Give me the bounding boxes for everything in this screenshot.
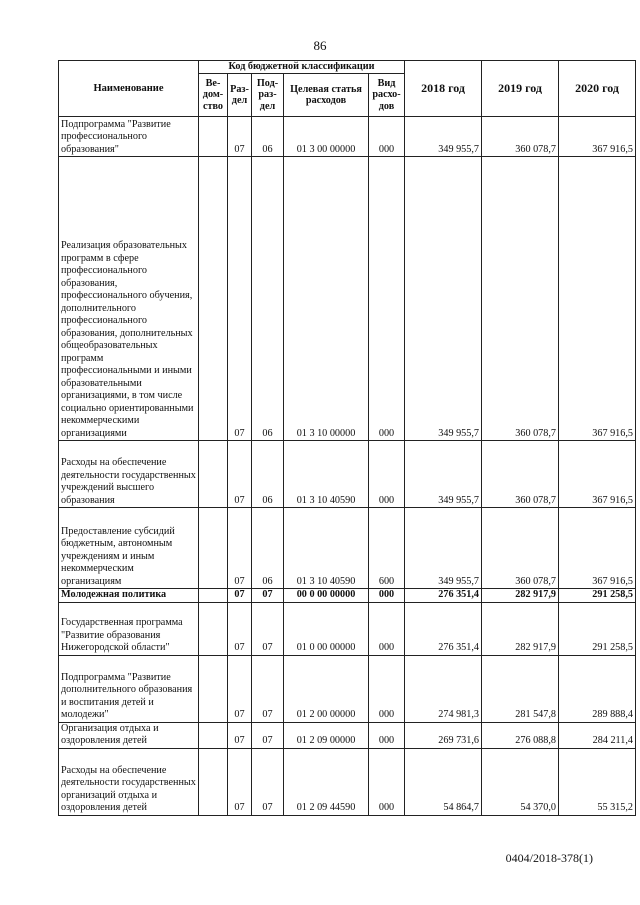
vid-cell: 000 <box>369 117 405 157</box>
header-year-2019: 2019 год <box>482 61 559 117</box>
amount-2020-cell: 367 916,5 <box>559 157 636 441</box>
budget-table <box>58 60 636 816</box>
target-code-cell: 01 2 09 44590 <box>284 748 369 815</box>
table-row <box>59 602 636 655</box>
vid-cell: 000 <box>369 748 405 815</box>
amount-2019-cell: 281 547,8 <box>482 655 559 722</box>
vid-cell: 000 <box>369 655 405 722</box>
vedomstvo-cell <box>199 508 228 589</box>
header-vid: Вид расхо-дов <box>369 74 405 117</box>
amount-2018-cell: 349 955,7 <box>405 157 482 441</box>
table-row <box>59 748 636 815</box>
header-year-2020: 2020 год <box>559 61 636 117</box>
razdel-cell: 07 <box>228 117 252 157</box>
vedomstvo-cell <box>199 589 228 603</box>
target-code-cell: 01 3 10 40590 <box>284 508 369 589</box>
vid-cell: 000 <box>369 441 405 508</box>
table-row <box>59 117 636 157</box>
amount-2019-cell: 282 917,9 <box>482 589 559 603</box>
razdel-cell: 07 <box>228 441 252 508</box>
amount-2018-cell: 54 864,7 <box>405 748 482 815</box>
vid-cell: 000 <box>369 602 405 655</box>
vid-cell: 000 <box>369 157 405 441</box>
amount-2019-cell: 276 088,8 <box>482 722 559 748</box>
row-name-cell: Организация отдыха и оздоровления детей <box>59 722 199 748</box>
razdel-cell: 07 <box>228 602 252 655</box>
target-code-cell: 01 3 10 00000 <box>284 157 369 441</box>
header-podrazdel: Под-раз-дел <box>252 74 284 117</box>
target-code-cell: 00 0 00 00000 <box>284 589 369 603</box>
vedomstvo-cell <box>199 117 228 157</box>
amount-2018-cell: 269 731,6 <box>405 722 482 748</box>
table-header <box>59 61 636 117</box>
podrazdel-cell: 07 <box>252 748 284 815</box>
amount-2018-cell: 276 351,4 <box>405 589 482 603</box>
vid-cell: 600 <box>369 508 405 589</box>
razdel-cell: 07 <box>228 722 252 748</box>
header-celevaya: Целевая статья расходов <box>284 74 369 117</box>
razdel-cell: 07 <box>228 157 252 441</box>
target-code-cell: 01 2 00 00000 <box>284 655 369 722</box>
razdel-cell: 07 <box>228 748 252 815</box>
amount-2018-cell: 349 955,7 <box>405 441 482 508</box>
amount-2019-cell: 360 078,7 <box>482 441 559 508</box>
amount-2020-cell: 367 916,5 <box>559 508 636 589</box>
amount-2020-cell: 289 888,4 <box>559 655 636 722</box>
podrazdel-cell: 06 <box>252 508 284 589</box>
target-code-cell: 01 3 00 00000 <box>284 117 369 157</box>
podrazdel-cell: 07 <box>252 602 284 655</box>
row-name-cell: Реализация образовательных программ в сфере профессионального образования, профессионального обучения, дополнительного профессионального образования, дополнительных общеобразовательных программ профессиональными и иными образовательными организациями, в том числе социально ориентированными некоммерческими организациями <box>59 157 199 441</box>
table-row <box>59 722 636 748</box>
header-razdel: Раз-дел <box>228 74 252 117</box>
table-row <box>59 508 636 589</box>
amount-2020-cell: 291 258,5 <box>559 589 636 603</box>
header-kbk-group: Код бюджетной классификации <box>199 61 405 74</box>
document-code: 0404/2018-378(1) <box>505 851 593 865</box>
table-row <box>59 441 636 508</box>
row-name-cell: Подпрограмма "Развитие профессионального образования" <box>59 117 199 157</box>
target-code-cell: 01 2 09 00000 <box>284 722 369 748</box>
podrazdel-cell: 07 <box>252 589 284 603</box>
row-name-cell: Подпрограмма "Развитие дополнительного образования и воспитания детей и молодежи" <box>59 655 199 722</box>
podrazdel-cell: 07 <box>252 722 284 748</box>
amount-2019-cell: 360 078,7 <box>482 508 559 589</box>
amount-2020-cell: 284 211,4 <box>559 722 636 748</box>
amount-2020-cell: 55 315,2 <box>559 748 636 815</box>
amount-2018-cell: 274 981,3 <box>405 655 482 722</box>
vedomstvo-cell <box>199 602 228 655</box>
amount-2019-cell: 282 917,9 <box>482 602 559 655</box>
amount-2020-cell: 367 916,5 <box>559 441 636 508</box>
target-code-cell: 01 0 00 00000 <box>284 602 369 655</box>
table-row <box>59 655 636 722</box>
amount-2020-cell: 291 258,5 <box>559 602 636 655</box>
table-row <box>59 157 636 441</box>
row-name-cell: Расходы на обеспечение деятельности государственных учреждений высшего образования <box>59 441 199 508</box>
amount-2020-cell: 367 916,5 <box>559 117 636 157</box>
row-name-cell: Государственная программа "Развитие образования Нижегородской области" <box>59 602 199 655</box>
table-body <box>59 117 636 816</box>
vedomstvo-cell <box>199 441 228 508</box>
row-name-cell: Предоставление субсидий бюджетным, автономным учреждениям и иным некоммерческим организациям <box>59 508 199 589</box>
vedomstvo-cell <box>199 157 228 441</box>
target-code-cell: 01 3 10 40590 <box>284 441 369 508</box>
row-name-cell: Расходы на обеспечение деятельности государственных организаций отдыха и оздоровления детей <box>59 748 199 815</box>
razdel-cell: 07 <box>228 508 252 589</box>
amount-2018-cell: 349 955,7 <box>405 508 482 589</box>
page-number: 86 <box>313 38 327 53</box>
podrazdel-cell: 07 <box>252 655 284 722</box>
row-name-cell: Молодежная политика <box>59 589 199 603</box>
vid-cell: 000 <box>369 589 405 603</box>
podrazdel-cell: 06 <box>252 157 284 441</box>
table-row <box>59 589 636 603</box>
amount-2018-cell: 276 351,4 <box>405 602 482 655</box>
header-year-2018: 2018 год <box>405 61 482 117</box>
header-name: Наименование <box>59 61 199 117</box>
amount-2019-cell: 54 370,0 <box>482 748 559 815</box>
vid-cell: 000 <box>369 722 405 748</box>
header-vedomstvo: Ве-дом-ство <box>199 74 228 117</box>
razdel-cell: 07 <box>228 589 252 603</box>
razdel-cell: 07 <box>228 655 252 722</box>
podrazdel-cell: 06 <box>252 441 284 508</box>
amount-2019-cell: 360 078,7 <box>482 157 559 441</box>
vedomstvo-cell <box>199 748 228 815</box>
amount-2018-cell: 349 955,7 <box>405 117 482 157</box>
vedomstvo-cell <box>199 655 228 722</box>
podrazdel-cell: 06 <box>252 117 284 157</box>
amount-2019-cell: 360 078,7 <box>482 117 559 157</box>
vedomstvo-cell <box>199 722 228 748</box>
